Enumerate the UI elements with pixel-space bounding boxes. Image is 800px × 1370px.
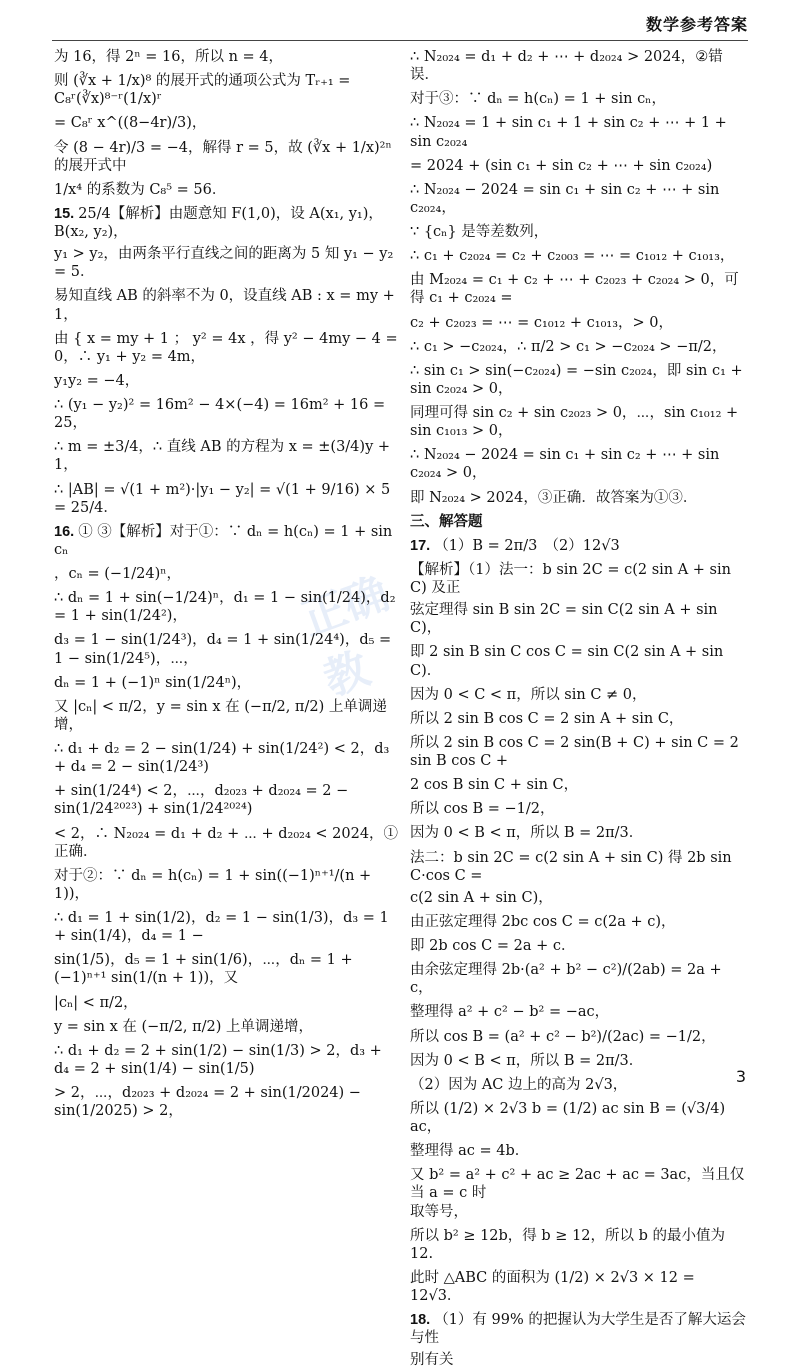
text-line xyxy=(54,782,400,818)
line-text: 由 M₂₀₂₄ = c₁ + c₂ + ⋯ + c₂₀₂₃ + c₂₀₂₄ > 0，可得 c₁ + c₂₀₂₄ = xyxy=(410,272,739,307)
line-text: = 2024 + (sin c₁ + sin c₂ + ⋯ + sin c₂₀₂₄) xyxy=(410,157,713,174)
text-line xyxy=(410,223,748,241)
line-text: 此时 △ABC 的面积为 (1/2) × 2√3 × 12 = 12√3． xyxy=(410,1269,695,1304)
section-heading: 三、解答题 xyxy=(410,513,483,530)
line-text: ① ③【解析】对于①：∵ dₙ = h(cₙ) = 1 + sin cₙ xyxy=(54,523,393,558)
text-line xyxy=(410,513,748,531)
line-text: 同理可得 sin c₂ + sin c₂₀₂₃ > 0，⋯，sin c₁₀₁₂ + sin c₁₀₁₃ > 0， xyxy=(410,405,739,440)
line-text: 因为 0 < B < π，所以 B = 2π/3． xyxy=(410,1052,644,1069)
text-line xyxy=(410,800,748,818)
line-text: 对于②：∵ dₙ = h(cₙ) = 1 + sin((−1)ⁿ⁺¹/(n + 1))， xyxy=(54,867,372,902)
header-divider xyxy=(52,40,748,41)
text-line xyxy=(410,1311,748,1347)
line-text: ∴ c₁ + c₂₀₂₄ = c₂ + c₂₀₀₃ = ⋯ = c₁₀₁₂ + c₁₀₁₃， xyxy=(410,248,735,265)
line-text: ∴ sin c₁ > sin(−c₂₀₂₄) = −sin c₂₀₂₄，即 sin c₁ + sin c₂₀₂₄ > 0， xyxy=(410,362,743,397)
text-line xyxy=(410,537,748,555)
line-text: 【解析】（1）法一：b sin 2C = c(2 sin A + sin C) 及正 xyxy=(410,561,731,596)
line-text: （1）有 99% 的把握认为大学生是否了解大运会与性 xyxy=(410,1312,746,1347)
line-text: ∴ dₙ = 1 + sin(−1/24)ⁿ，d₁ = 1 − sin(1/24)，d₂ = 1 + sin(1/24²)， xyxy=(54,590,396,625)
text-line xyxy=(54,867,400,903)
text-line xyxy=(410,734,748,770)
text-line xyxy=(410,643,748,679)
text-line xyxy=(410,1028,748,1046)
watermark-logo: 正确教 xyxy=(295,567,396,707)
text-line xyxy=(410,446,748,482)
line-text: 易知直线 AB 的斜率不为 0，设直线 AB : x = my + 1， xyxy=(54,288,395,323)
line-text: 1/x⁴ 的系数为 C₈⁵ = 56． xyxy=(54,181,227,198)
line-text: ∴ N₂₀₂₄ = d₁ + d₂ + ⋯ + d₂₀₂₄ > 2024，②错误． xyxy=(410,49,723,84)
line-text: 由余弦定理得 2b·(a² + b² − c²)/(2ab) = 2a + c， xyxy=(410,962,722,997)
text-line xyxy=(410,1351,748,1369)
text-line xyxy=(54,48,400,66)
line-text: （2）因为 AC 边上的高为 2√3， xyxy=(410,1076,628,1093)
text-line xyxy=(410,1003,748,1021)
line-text: 所以 (1/2) × 2√3 b = (1/2) ac sin B = (√3/4) ac， xyxy=(410,1100,726,1135)
line-text: 即 2b cos C = 2a + c． xyxy=(410,938,576,954)
text-line xyxy=(54,825,400,861)
text-line xyxy=(410,1142,748,1160)
text-line xyxy=(54,181,400,199)
line-text: = C₈ʳ x^((8−4r)/3)， xyxy=(54,115,207,132)
line-text: ∴ d₁ + d₂ = 2 − sin(1/24) + sin(1/24²) < 2，d₃ + d₄ = 2 − sin(1/24³) xyxy=(54,741,390,776)
text-line xyxy=(54,114,400,132)
text-line xyxy=(410,561,748,597)
line-text: 2 cos B sin C + sin C， xyxy=(410,777,579,794)
text-line xyxy=(54,589,400,625)
line-text: ∴ (y₁ − y₂)² = 16m² − 4×(−4) = 16m² + 16 = 25， xyxy=(54,397,386,432)
text-line xyxy=(410,601,748,637)
text-line xyxy=(410,1100,748,1136)
line-text: ∴ N₂₀₂₄ − 2024 = sin c₁ + sin c₂ + ⋯ + sin c₂₀₂₄， xyxy=(410,181,720,216)
text-line xyxy=(410,1076,748,1094)
line-text: 整理得 a² + c² − b² = −ac， xyxy=(410,1004,610,1021)
line-text: y₁ > y₂，由两条平行直线之间的距离为 5 知 y₁ − y₂ = 5． xyxy=(54,246,394,281)
line-text: dₙ = 1 + (−1)ⁿ sin(1/24ⁿ)， xyxy=(54,674,252,691)
text-line xyxy=(410,686,748,704)
problem-number: 15. xyxy=(54,205,79,222)
line-text: 所以 b² ≥ 12b，得 b ≥ 12，所以 b 的最小值为 12. xyxy=(410,1227,726,1262)
text-line xyxy=(410,48,748,84)
line-text: ∴ N₂₀₂₄ − 2024 = sin c₁ + sin c₂ + ⋯ + sin c₂₀₂₄ > 0， xyxy=(410,447,720,482)
text-line xyxy=(410,1227,748,1263)
text-line xyxy=(410,114,748,150)
line-text: c(2 sin A + sin C)， xyxy=(410,889,553,906)
line-text: ∴ N₂₀₂₄ = 1 + sin c₁ + 1 + sin c₂ + ⋯ + 1 + sin c₂₀₂₄ xyxy=(410,115,727,150)
text-line xyxy=(410,489,748,507)
line-text: y = sin x 在 (−π/2, π/2) 上单调递增， xyxy=(54,1018,314,1035)
text-line xyxy=(54,909,400,945)
line-text: 所以 2 sin B cos C = 2 sin A + sin C， xyxy=(410,710,684,727)
line-text: ∵ {cₙ} 是等差数列， xyxy=(410,224,549,240)
line-text: + sin(1/24⁴) < 2，⋯，d₂₀₂₃ + d₂₀₂₄ = 2 − sin(1/24²⁰²³) + sin(1/24²⁰²⁴) xyxy=(54,783,349,818)
text-line xyxy=(410,1166,748,1202)
right-column xyxy=(410,48,748,1370)
line-text: 25/4【解析】由题意知 F(1,0)，设 A(x₁, y₁)，B(x₂, y₂)， xyxy=(54,205,383,240)
text-line xyxy=(410,404,748,440)
text-line xyxy=(54,523,400,559)
text-line xyxy=(54,740,400,776)
text-line xyxy=(54,1018,400,1036)
left-column xyxy=(54,48,400,1124)
line-text: ∴ m = ±3/4，∴ 直线 AB 的方程为 x = ±(3/4)y + 1， xyxy=(54,439,391,474)
text-line xyxy=(54,438,400,474)
line-text: 为 16，得 2ⁿ = 16，所以 n = 4， xyxy=(54,49,284,65)
page-header-title: 数学参考答案 xyxy=(645,15,748,34)
text-line xyxy=(54,287,400,323)
line-text: |cₙ| < π/2， xyxy=(54,994,138,1011)
text-line xyxy=(410,913,748,931)
text-line xyxy=(54,674,400,692)
text-line xyxy=(410,961,748,997)
text-line xyxy=(410,937,748,955)
text-line xyxy=(410,849,748,885)
line-text: ∴ d₁ + d₂ = 2 + sin(1/2) − sin(1/3) > 2，d₃ + d₄ = 2 + sin(1/4) − sin(1/5) xyxy=(54,1042,382,1077)
text-line xyxy=(410,314,748,332)
page-number: 3 xyxy=(735,1067,746,1086)
text-line xyxy=(410,710,748,728)
text-line xyxy=(410,1269,748,1305)
text-line xyxy=(410,824,748,842)
line-text: 由 { x = my + 1 ； y² = 4x ，得 y² − 4my − 4 = 0，∴ y₁ + y₂ = 4m， xyxy=(54,330,398,365)
line-text: c₂ + c₂₀₂₃ = ⋯ = c₁₀₁₂ + c₁₀₁₃，> 0， xyxy=(410,314,674,331)
text-line xyxy=(410,271,748,307)
problem-number: 16. xyxy=(54,523,79,540)
line-text: 则 (∛x + 1/x)⁸ 的展开式的通项公式为 Tᵣ₊₁ = C₈ʳ(∛x)⁸⁻ʳ(1/x)ʳ xyxy=(54,73,351,108)
text-line xyxy=(410,247,748,265)
line-text: 即 N₂₀₂₄ > 2024，③正确．故答案为①③． xyxy=(410,489,698,506)
line-text: 弦定理得 sin B sin 2C = sin C(2 sin A + sin C)， xyxy=(410,602,718,637)
text-line xyxy=(410,1052,748,1070)
line-text: ∴ c₁ > −c₂₀₂₄，∴ π/2 > c₁ > −c₂₀₂₄ > −π/2， xyxy=(410,338,727,355)
text-line xyxy=(54,631,400,667)
line-text: 因为 0 < C < π，所以 sin C ≠ 0， xyxy=(410,686,647,703)
text-line xyxy=(410,889,748,907)
text-line xyxy=(54,245,400,281)
line-text: 由正弦定理得 2bc cos C = c(2a + c)， xyxy=(410,913,676,930)
text-line xyxy=(54,396,400,432)
text-line xyxy=(410,157,748,175)
text-line xyxy=(54,72,400,108)
line-text: d₃ = 1 − sin(1/24³)，d₄ = 1 + sin(1/24⁴)，d₅ = 1 − sin(1/24⁵)，⋯， xyxy=(54,632,392,667)
line-text: y₁y₂ = −4， xyxy=(54,372,140,389)
text-line xyxy=(54,481,400,517)
text-line xyxy=(410,181,748,217)
line-text: ，cₙ = (−1/24)ⁿ， xyxy=(54,566,182,582)
text-line xyxy=(54,330,400,366)
problem-number: 18. xyxy=(410,1312,435,1329)
line-text: （1）B = 2π/3 （2）12√3 xyxy=(434,537,620,554)
line-text: ∴ d₁ = 1 + sin(1/2)，d₂ = 1 − sin(1/3)，d₃ = 1 + sin(1/4)，d₄ = 1 − xyxy=(54,910,389,945)
problem-number: 17. xyxy=(410,537,435,554)
line-text: 别有关 xyxy=(410,1352,454,1369)
text-line xyxy=(54,994,400,1012)
text-line xyxy=(54,951,400,987)
line-text: ∴ |AB| = √(1 + m²)·|y₁ − y₂| = √(1 + 9/16) × 5 = 25/4． xyxy=(54,481,391,516)
text-line xyxy=(54,205,400,241)
line-text: < 2，∴ N₂₀₂₄ = d₁ + d₂ + ⋯ + d₂₀₂₄ < 2024，①正确． xyxy=(54,825,399,860)
text-line xyxy=(410,1203,748,1221)
text-line xyxy=(54,1084,400,1120)
text-line xyxy=(410,776,748,794)
text-line xyxy=(54,372,400,390)
text-line xyxy=(410,90,748,108)
line-text: 又 |cₙ| < π/2，y = sin x 在 (−π/2, π/2) 上单调递增， xyxy=(54,698,387,733)
line-text: > 2，⋯，d₂₀₂₃ + d₂₀₂₄ = 2 + sin(1/2024) − sin(1/2025) > 2， xyxy=(54,1085,361,1120)
line-text: sin(1/5)，d₅ = 1 + sin(1/6)，⋯，dₙ = 1 + (−1)ⁿ⁺¹ sin(1/(n + 1))，又 xyxy=(54,952,353,987)
text-line xyxy=(410,338,748,356)
line-text: 即 2 sin B sin C cos C = sin C(2 sin A + sin C)． xyxy=(410,644,724,679)
line-text: 法二：b sin 2C = c(2 sin A + sin C) 得 2b sin C·cos C = xyxy=(410,849,732,884)
text-line xyxy=(410,362,748,398)
line-text: 对于③：∵ dₙ = h(cₙ) = 1 + sin cₙ， xyxy=(410,91,666,108)
line-text: 所以 cos B = (a² + c² − b²)/(2ac) = −1/2， xyxy=(410,1028,716,1045)
line-text: 令 (8 − 4r)/3 = −4，解得 r = 5，故 (∛x + 1/x)²ⁿ 的展开式中 xyxy=(54,139,392,174)
line-text: 所以 cos B = −1/2， xyxy=(410,801,555,818)
text-line xyxy=(54,1042,400,1078)
line-text: 因为 0 < B < π，所以 B = 2π/3． xyxy=(410,825,644,842)
line-text: 取等号， xyxy=(410,1203,468,1220)
line-text: 所以 2 sin B cos C = 2 sin(B + C) + sin C = 2 sin B cos C + xyxy=(410,734,739,769)
line-text: 又 b² = a² + c² + ac ≥ 2ac + ac = 3ac，当且仅当 a = c 时 xyxy=(410,1167,745,1202)
text-line xyxy=(54,565,400,583)
text-line xyxy=(54,698,400,734)
text-line xyxy=(54,139,400,175)
line-text: 整理得 ac = 4b． xyxy=(410,1143,530,1160)
